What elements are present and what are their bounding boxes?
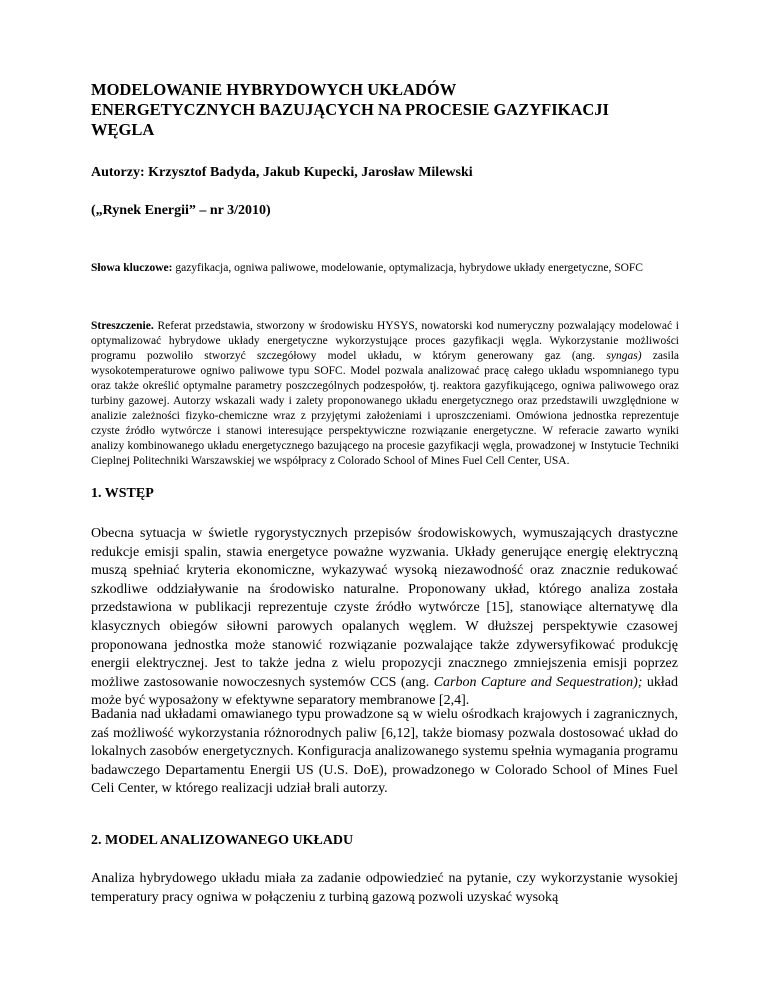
abstract-label: Streszczenie. xyxy=(91,320,154,332)
keywords-label: Słowa kluczowe: xyxy=(91,262,173,274)
section-1-heading: 1. WSTĘP xyxy=(91,486,154,501)
section-1-paragraph-2: Badania nad układami omawianego typu prowadzone są w wielu ośrodkach krajowych i zagranicznych, zaś możliwość wykorzystania różnorodnych paliw [6,12], także biomasy pozwala dostosować układ do lokalnych zasobów energetycznych. Konfiguracja analizowanego systemu spełnia wymagania programu badawczego Departamentu Energii US (U.S. DoE), prowadzonego w Colorado School of Mines Fuel Celi Center, w którego realizacji udział brali autorzy. xyxy=(91,707,678,797)
keywords-paragraph xyxy=(91,261,679,276)
title-line-3: WĘGLA xyxy=(91,120,155,139)
source-line: („Rynek Energii” – nr 3/2010) xyxy=(91,203,271,218)
abstract-text-before: Referat przedstawia, stworzony w środowisku HYSYS, nowatorski kod numeryczny pozwalający modelować i optymalizować hybrydowe układy energetyczne wykorzystujące proces gazyfikacji węgla. Wykorzystanie możliwości programu pozwoliło stworzyć szczegółowy model układu, w którym generowany gaz (ang. xyxy=(91,320,679,362)
section-1-p1-italic-term: Carbon Capture and Sequestration); xyxy=(433,674,643,690)
abstract-italic-term: syngas) xyxy=(606,350,642,362)
section-1-p1-text-before: Obecna sytuacja w świetle rygorystycznych przepisów środowiskowych, wymuszających drastyczne redukcje emisji spalin, stawia energetyce poważne wyzwania. Układy generujące energię elektryczną muszą spełniać kryteria ekonomiczne, wykazywać wysoką niezawodność oraz znacznie redukować szkodliwe oddziaływanie na środowisko naturalne. Proponowany układ, którego analiza została przedstawiona w publikacji reprezentuje czyste źródło wytwórcze [15], stanowiące alternatywę dla klasycznych obiegów siłowni parowych opalanych węglem. W dłuższej perspektywie czasowej proponowana jednostka może stanowić rozwiązanie pozwalające także zdywersyfikować produkcję energii elektrycznej. Jest to także jedna z wielu propozycji znacznego zmniejszenia emisji poprzez możliwe zastosowanie nowoczesnych systemów CCS (ang. xyxy=(91,526,678,690)
section-1-paragraph-1 xyxy=(91,525,678,711)
document-title xyxy=(91,80,691,140)
title-line-1: MODELOWANIE HYBRYDOWYCH UKŁADÓW xyxy=(91,80,457,99)
section-2-paragraph-1: Analiza hybrydowego układu miała za zadanie odpowiedzieć na pytanie, czy wykorzystanie wysokiej temperatury pracy ogniwa w połączeniu z turbiną gazową pozwoli uzyskać wysoką xyxy=(91,871,678,905)
section-2-heading: 2. MODEL ANALIZOWANEGO UKŁADU xyxy=(91,833,354,848)
abstract-text-after: zasila wysokotemperaturowe ogniwo paliwowe typu SOFC. Model pozwala analizować pracę całego układu wspomnianego typu oraz także określić optymalne parametry poszczególnych podzespołów, tj. reaktora gazyfikującego, ogniwa paliwowego oraz turbiny gazowej. Autorzy wskazali wady i zalety proponowanego układu energetycznego oraz przedstawili uwzględnione w analizie zależności fizyko-chemiczne wraz z przyjętymi założeniami i uproszczeniami. Omówiona jednostka reprezentuje czyste źródło wytwórcze i stanowi interesujące perspektywiczne rozwiązanie energetyczne. W referacie zawarto wyniki analizy kombinowanego układu energetycznego bazującego na procesie gazyfikacji węgla, prowadzonej w Instytucie Techniki Cieplnej Politechniki Warszawskiej we współpracy z Colorado School of Mines Fuel Cell Center, USA. xyxy=(91,350,679,467)
section-1-p1-text-after: układ może być wyposażony w efektywne separatory membranowe [2,4]. xyxy=(91,674,678,709)
authors-line: Autorzy: Krzysztof Badyda, Jakub Kupecki, Jarosław Milewski xyxy=(91,165,473,180)
title-line-2: ENERGETYCZNYCH BAZUJĄCYCH NA PROCESIE GAZYFIKACJI xyxy=(91,100,609,119)
keywords-text: gazyfikacja, ogniwa paliwowe, modelowanie, optymalizacja, hybrydowe układy energetyczne, SOFC xyxy=(172,262,643,274)
abstract-paragraph xyxy=(91,319,679,469)
